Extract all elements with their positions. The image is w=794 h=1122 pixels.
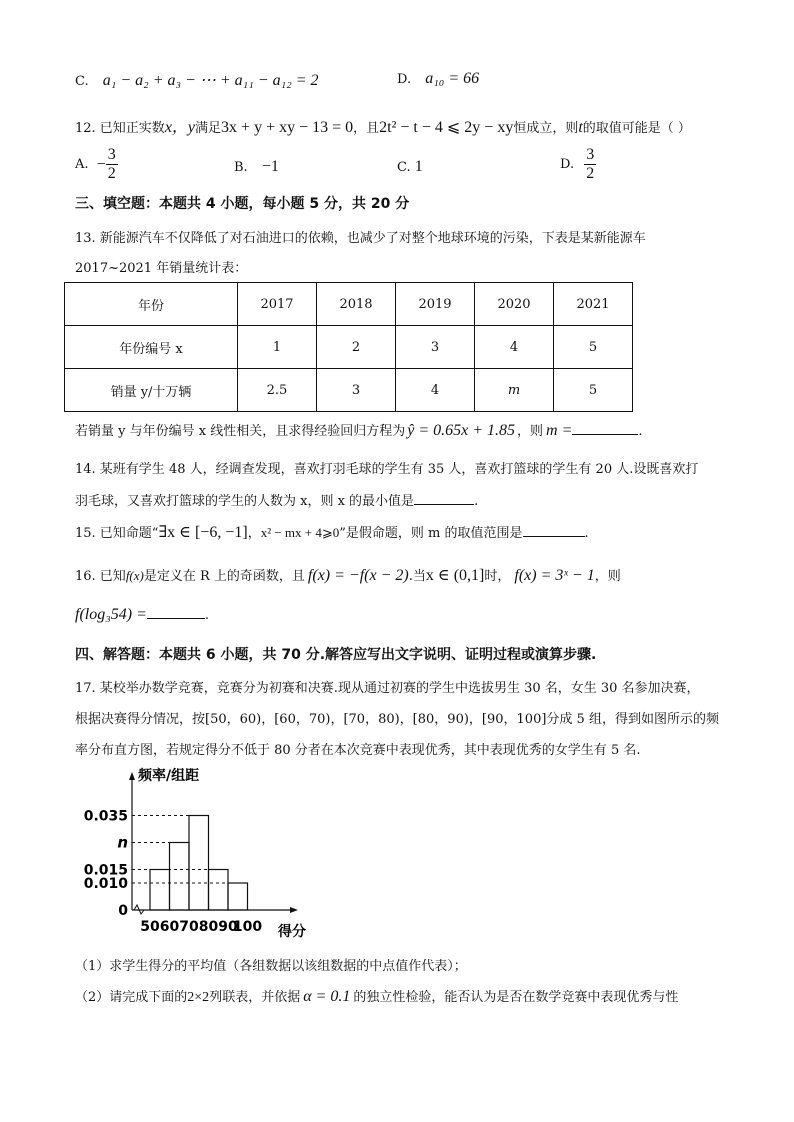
- math-expression: 3x + y + xy − 13 = 0: [221, 119, 354, 136]
- frequency-histogram: [70, 764, 310, 944]
- math-var: x，y: [164, 119, 196, 136]
- table-cell: 2: [317, 326, 396, 369]
- fraction: [584, 146, 596, 183]
- option-value: −1: [261, 158, 279, 175]
- table-cell: 2019: [396, 283, 475, 326]
- y-tick-label: 0.015: [83, 862, 128, 879]
- math-expression: α = 0.1: [303, 988, 351, 1005]
- text: 满足: [195, 121, 222, 136]
- x-tick-label: 50: [140, 919, 160, 935]
- q16-line1: [75, 565, 621, 585]
- q13-line2: 2017~2021 年销量统计表：: [75, 261, 248, 276]
- text: 16. 已知: [75, 569, 126, 584]
- q17-line1: 17. 某校举办数学竞赛，竞赛分为初赛和决赛.现从通过初赛的学生中选拔男生 30 名，女生 30 名参加决赛，: [75, 681, 700, 696]
- text: .当: [408, 569, 426, 584]
- histogram-bar: [189, 816, 209, 911]
- q12-option-b: [234, 158, 279, 176]
- histogram-bar: [150, 870, 170, 911]
- q14-line1: 14. 某班有学生 48 人，经调查发现，喜欢打羽毛球的学生有 35 人，喜欢打篮球的学生有 20 人.设既喜欢打: [75, 462, 699, 477]
- text: ，: [247, 526, 261, 541]
- answer-blank[interactable]: [414, 504, 474, 505]
- math-expression: f(log₃54) =: [75, 606, 147, 623]
- text: 15. 已知命题“: [75, 526, 159, 541]
- table-cell: 3: [317, 369, 396, 412]
- table-cell: 2.5: [238, 369, 317, 412]
- q13-after: [75, 420, 643, 440]
- math-expression: 2×2: [187, 990, 210, 1005]
- table-row: [65, 283, 633, 326]
- q14-line2: [75, 490, 478, 509]
- text: .: [474, 494, 479, 509]
- table-cell: 销量 y/十万辆: [65, 369, 238, 412]
- text: ，则: [517, 424, 544, 439]
- option-label: C.: [397, 160, 411, 175]
- math-expression: a₁₀ = 66: [425, 70, 480, 87]
- q12-option-c: [397, 158, 423, 176]
- math-expression: ŷ = 0.65x + 1.85: [407, 422, 516, 439]
- fraction: [106, 146, 118, 183]
- table-cell: 4: [475, 326, 554, 369]
- q11-option-d: [397, 70, 479, 88]
- table-cell: m: [475, 369, 554, 412]
- x-axis-arrow: [290, 907, 298, 913]
- section-heading: 三、填空题：本题共 4 小题，每小题 5 分，共 20 分: [75, 196, 410, 212]
- text: 时，: [484, 569, 511, 584]
- table-cell: 5: [554, 326, 633, 369]
- y-axis-arrow: [129, 772, 135, 780]
- q12-option-d: [560, 146, 596, 183]
- histogram-bar: [228, 883, 248, 910]
- table-cell: 2017: [238, 283, 317, 326]
- x-tick-label: 100: [232, 919, 263, 935]
- x-tick-label: 70: [179, 919, 199, 935]
- math-expression: x² − mx + 4⩾0: [260, 525, 340, 540]
- option-label: A.: [75, 157, 89, 172]
- table-cell: 2021: [554, 283, 633, 326]
- text: ”是假命题，则 m 的取值范围是: [339, 526, 523, 541]
- table-cell: 2020: [475, 283, 554, 326]
- text: ，且: [353, 121, 380, 136]
- section-heading: 四、解答题：本题共 6 小题，共 70 分.解答应写出文字说明、证明过程或演算步骤.: [75, 647, 597, 663]
- text: .: [638, 424, 643, 439]
- text: ，则: [594, 569, 621, 584]
- table-cell: 3: [396, 326, 475, 369]
- math-expression: f(x) = −f(x − 2): [307, 567, 409, 584]
- q12-stem: [75, 114, 691, 137]
- text: 是定义在 R 上的奇函数，且: [143, 569, 305, 584]
- numerator: 3: [586, 146, 595, 163]
- option-value: 1: [414, 158, 423, 175]
- q15: [75, 522, 589, 542]
- numerator: 3: [107, 146, 116, 163]
- math-expression: f(x): [125, 568, 144, 583]
- q17-sub1: （1）求学生得分的平均值（各组数据以该组数据的中点值作代表）；: [75, 959, 467, 974]
- minus-sign: −: [96, 155, 106, 173]
- math-expression: f(x) = 3ˣ − 1: [514, 567, 595, 584]
- denominator: 2: [107, 165, 116, 182]
- y-tick-label: 0.035: [83, 808, 128, 825]
- q16-line2: [75, 606, 209, 624]
- x-tick-label: 90: [218, 919, 238, 935]
- q12-option-a: [75, 146, 118, 183]
- table-cell: 4: [396, 369, 475, 412]
- y-tick-label: 0.010: [83, 876, 128, 892]
- option-label: C.: [75, 74, 89, 89]
- x-tick-label: 80: [198, 919, 219, 935]
- y-axis-label: 频率/组距: [138, 768, 200, 784]
- table-cell: 5: [554, 369, 633, 412]
- histogram-bar: [170, 843, 190, 911]
- text: .: [584, 526, 589, 541]
- math-var: t: [578, 119, 583, 136]
- math-expression: 2t² − t − 4 ⩽ 2y − xy: [379, 119, 514, 136]
- table-cell: 年份编号 x: [65, 326, 238, 369]
- answer-blank[interactable]: [523, 536, 585, 537]
- q17-sub2: [75, 986, 678, 1006]
- answer-blank[interactable]: [147, 618, 205, 619]
- q13-line1: 13. 新能源汽车不仅降低了对石油进口的依赖，也减少了对整个地球环境的污染，下表是某新能源车: [75, 231, 646, 246]
- sales-table: [64, 282, 633, 412]
- text: 的取值可能是（ ）: [582, 121, 691, 136]
- table-row: [65, 326, 633, 369]
- math-expression: ∃x ∈ [−6, −1]: [158, 524, 248, 541]
- text: 列联表，并依据: [209, 990, 301, 1005]
- text: .: [204, 608, 210, 623]
- denominator: 2: [586, 165, 595, 182]
- math-expression: x ∈ (0,1]: [425, 567, 485, 584]
- math-expression: m =: [546, 422, 573, 439]
- x-axis-label: 得分: [278, 924, 306, 940]
- q11-option-c: [75, 70, 318, 90]
- table-cell: 1: [238, 326, 317, 369]
- table-cell: 2018: [317, 283, 396, 326]
- text: 若销量 y 与年份编号 x 线性相关，且求得经验回归方程为: [75, 424, 406, 439]
- answer-blank[interactable]: [572, 434, 638, 435]
- q17-line2: 根据决赛得分情况，按[50，60)，[60，70)，[70，80)，[80，90)，[90，100]分成 5 组，得到如图所示的频: [75, 712, 719, 727]
- x-tick-label: 60: [159, 919, 180, 935]
- option-label: D.: [397, 72, 412, 87]
- text: 恒成立，则: [513, 121, 579, 136]
- q17-line3: 率分布直方图，若规定得分不低于 80 分者在本次竞赛中表现优秀，其中表现优秀的女学生有 5 名.: [75, 743, 641, 758]
- table-cell: 年份: [65, 283, 238, 326]
- table-row: [65, 369, 633, 412]
- text: 12. 已知正实数: [75, 121, 165, 136]
- y-tick-label: n: [117, 833, 128, 852]
- histogram-bar: [209, 870, 229, 911]
- text: （2）请完成下面的: [75, 990, 188, 1005]
- text: 的独立性检验，能否认为是否在数学竞赛中表现优秀与性: [353, 990, 679, 1005]
- text: 羽毛球，又喜欢打篮球的学生的人数为 x，则 x 的最小值是: [75, 494, 415, 509]
- math-expression: a₁ − a₂ + a₃ − ⋯ + a₁₁ − a₁₂ = 2: [102, 72, 319, 89]
- y-tick-label: 0: [118, 903, 128, 919]
- option-label: D.: [560, 157, 575, 172]
- option-label: B.: [234, 160, 248, 175]
